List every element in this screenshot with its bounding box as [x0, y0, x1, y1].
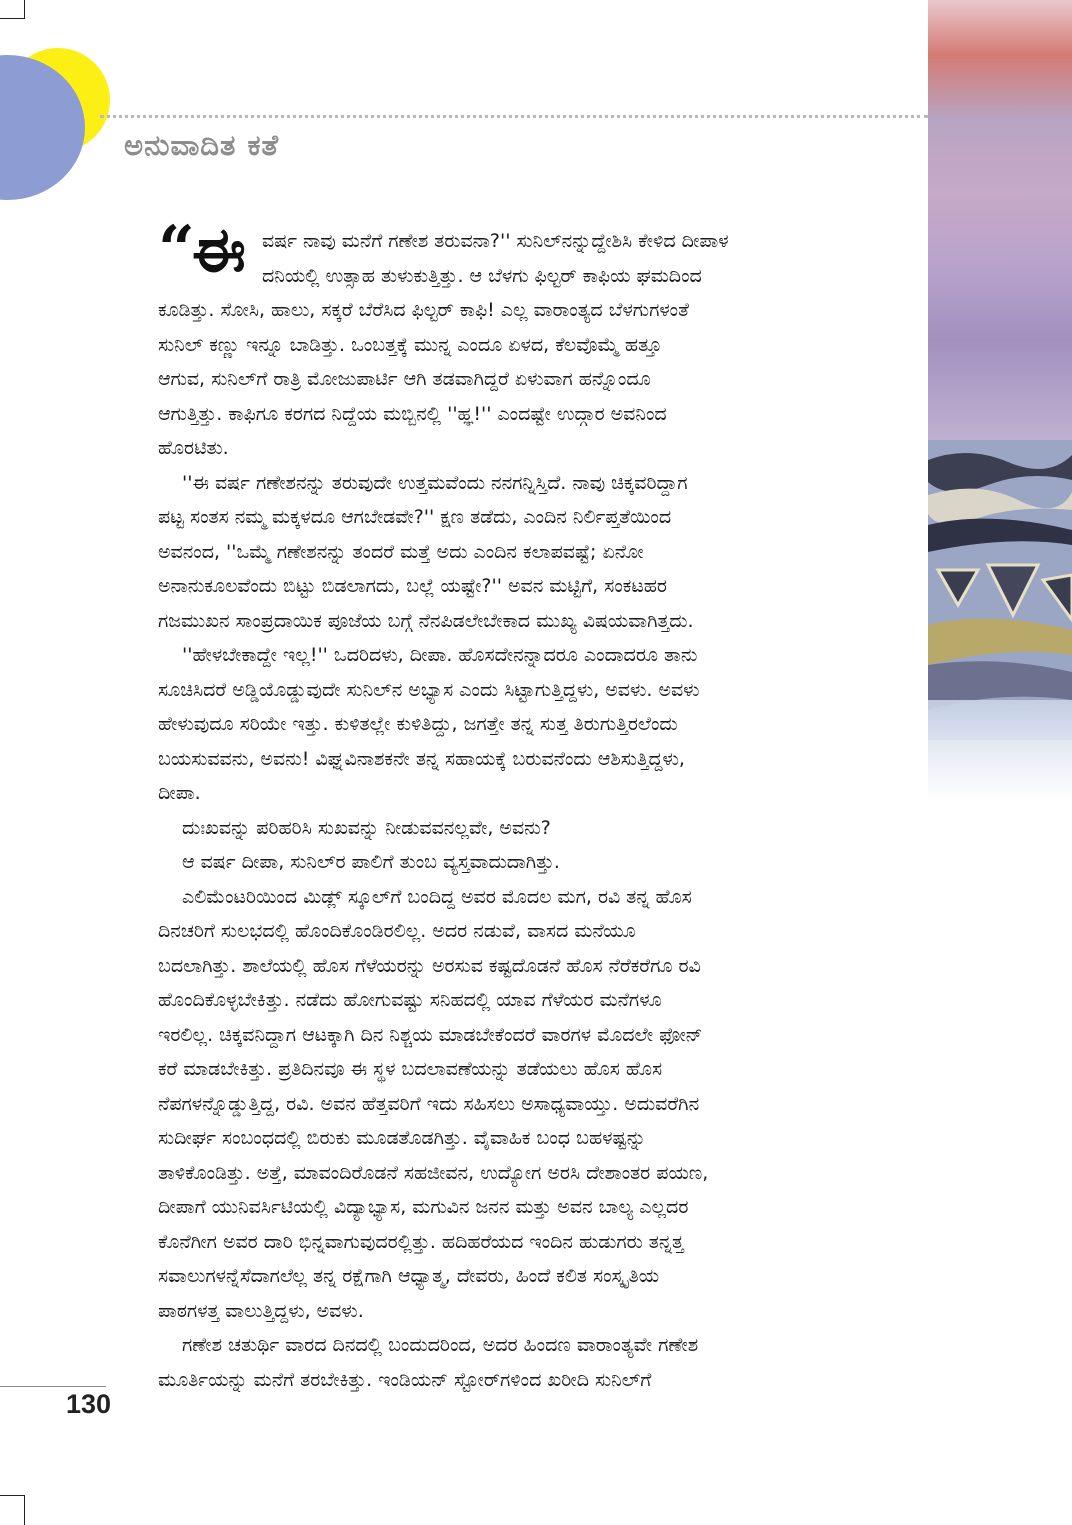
story-line: ಆಗುವ, ಸುನಿಲ್‌ಗೆ ರಾತ್ರಿ ಮೋಜುಪಾರ್ಟಿ ಆಗಿ ತಡವಾಗಿದ್ದರೆ ಏಳುವಾಗ ಹನ್ನೊಂದೂ [158, 368, 651, 390]
story-line: ಸೂಚಿಸಿದರೆ ಅಡ್ಡಿಯೊಡ್ಡುವುದೇ ಸುನಿಲ್‌ನ ಅಭ್ಯಾಸ ಎಂದು ಸಿಟ್ಟಾಗುತ್ತಿದ್ದಳು, ಅವಳು. ಅವಳು [158, 678, 700, 701]
story-line: ಕೂಡಿತ್ತು. ಸೋಸಿ, ಹಾಲು, ಸಕ್ಕರೆ ಬೆರೆಸಿದ ಫಿಲ್ಟರ್ ಕಾಫಿ! ಎಲ್ಲ ವಾರಾಂತ್ಯದ ಬೆಳಗುಗಳಂತೆ [158, 299, 689, 321]
story-line: ಅನಾನುಕೂಲವೆಂದು ಬಿಟ್ಟು ಬಿಡಲಾಗದು, ಬಲ್ಲೆ ಯಷ್ಟೇ?'' ಅವನ ಮಟ್ಟಿಗೆ, ಸಂಕಟಹರ [158, 575, 667, 597]
story-line: ಪಟ್ಟ ಸಂತಸ ನಮ್ಮ ಮಕ್ಕಳದೂ ಆಗಬೇಡವೇ?'' ಕ್ಷಣ ತಡೆದು, ಎಂದಿನ ನಿರ್ಲಿಪ್ತತೆಯಿಂದ [158, 506, 672, 528]
story-line: ಗಣೇಶ ಚತುರ್ಥಿ ವಾರದ ದಿನದಲ್ಲಿ ಬಂದುದರಿಂದ, ಅದರ ಹಿಂದಣ ವಾರಾಂತ್ಯವೇ ಗಣೇಶ [182, 1334, 699, 1356]
story-line: ಎಲಿಮೆಂಟರಿಯಿಂದ ಮಿಡ್ಲ್ ಸ್ಕೂಲ್‌ಗೆ ಬಂದಿದ್ದ ಅವರ ಮೊದಲ ಮಗ, ರವಿ ತನ್ನ ಹೊಸ [182, 885, 692, 908]
opening-quote-mark: “ [158, 212, 195, 287]
story-line: ಕರೆ ಮಾಡಬೇಕಿತ್ತು. ಪ್ರತಿದಿನವೂ ಈ ಸ್ಥಳ ಬದಲಾವಣೆಯನ್ನು ತಡೆಯಲು ಹೊಸ ಹೊಸ [158, 1058, 663, 1080]
story-line: ಆಗುತ್ತಿತ್ತು. ಕಾಫಿಗೂ ಕರಗದ ನಿದ್ದೆಯ ಮಬ್ಬಿನಲ್ಲಿ ''ಹ್ಞ!'' ಎಂದಷ್ಟೇ ಉದ್ಗಾರ ಅವನಿಂದ [158, 402, 667, 425]
crop-mark-top-vertical [24, 0, 25, 18]
page-number: 130 [66, 1389, 112, 1419]
story-line: ಸುನಿಲ್ ಕಣ್ಣು ಇನ್ನೂ ಬಾಡಿತ್ತು. ಒಂಬತ್ತಕ್ಕೆ ಮುನ್ನ ಎಂದೂ ಏಳದ, ಕೆಲವೊಮ್ಮೆ ಹತ್ತೂ [158, 333, 662, 356]
story-line: ''ಹೇಳಬೇಕಾದ್ದೇ ಇಲ್ಲ!'' ಒದರಿದಳು, ದೀಪಾ. ಹೊಸದೇನನ್ನಾದರೂ ಎಂದಾದರೂ ತಾನು [182, 644, 698, 666]
story-line: ಅವನಂದ, ''ಒಮ್ಮೆ ಗಣೇಶನನ್ನು ತಂದರೆ ಮತ್ತೆ ಅದು ಎಂದಿನ ಕಲಾಪವಷ್ಟೆ; ಏನೋ [158, 540, 644, 563]
crop-mark-bottom-vertical [24, 1495, 25, 1525]
decorative-watercolor-artwork [928, 0, 1072, 800]
crop-mark-bottom-horizontal [0, 1495, 25, 1496]
story-line: ''ಈ ವರ್ಷ ಗಣೇಶನನ್ನು ತರುವುದೇ ಉತ್ತಮವೆಂದು ನನಗನ್ನಿಸ್ತಿದೆ. ನಾವು ಚಿಕ್ಕವರಿದ್ದಾಗ [182, 471, 688, 494]
story-line: ಹೊರಟಿತು. [158, 437, 229, 459]
story-line: ದನಿಯಲ್ಲಿ ಉತ್ಸಾಹ ತುಳುಕುತ್ತಿತ್ತು. ಆ ಬೆಳಗು ಫಿಲ್ಟರ್ ಕಾಫಿಯ ಘಮದಿಂದ [262, 264, 702, 287]
story-line: ಕೊನೆಗೀಗ ಅವರ ದಾರಿ ಭಿನ್ನವಾಗುವುದರಲ್ಲಿತ್ತು. ಹದಿಹರೆಯದ ಇಂದಿನ ಹುಡುಗರು ತನ್ನತ್ತ [158, 1230, 684, 1253]
story-line: ಆ ವರ್ಷ ದೀಪಾ, ಸುನಿಲ್‌ರ ಪಾಲಿಗೆ ತುಂಬ ವ್ಯಸ್ತವಾದುದಾಗಿತ್ತು. [182, 851, 560, 873]
story-line: ಹೊಂದಿಕೊಳ್ಳಬೇಕಿತ್ತು. ನಡೆದು ಹೋಗುವಷ್ಟು ಸನಿಹದಲ್ಲಿ ಯಾವ ಗೆಳೆಯರ ಮನೆಗಳೂ [158, 989, 662, 1011]
story-line: ದಿನಚರಿಗೆ ಸುಲಭದಲ್ಲಿ ಹೊಂದಿಕೊಂಡಿರಲಿಲ್ಲ. ಅದರ ನಡುವೆ, ವಾಸದ ಮನೆಯೂ [158, 920, 636, 942]
story-body [158, 224, 910, 1397]
story-line: ನೆಪಗಳನ್ನೊಡ್ಡುತ್ತಿದ್ದ, ರವಿ. ಅವನ ಹೆತ್ತವರಿಗೆ ಇದು ಸಹಿಸಲು ಅಸಾಧ್ಯವಾಯ್ತು. ಅದುವರೆಗಿನ [158, 1092, 700, 1115]
dotted-header-rule [100, 115, 928, 118]
story-line: ಸುದೀರ್ಘ ಸಂಬಂಧದಲ್ಲಿ ಬಿರುಕು ಮೂಡತೊಡಗಿತ್ತು. ವೈವಾಹಿಕ ಬಂಧ ಬಹಳಷ್ಟನ್ನು [158, 1127, 646, 1149]
story-line: ಇರಲಿಲ್ಲ. ಚಿಕ್ಕವನಿದ್ದಾಗ ಆಟಕ್ಕಾಗಿ ದಿನ ನಿಶ್ಚಯ ಮಾಡಬೇಕೆಂದರೆ ವಾರಗಳ ಮೊದಲೇ ಫೋನ್ [158, 1023, 703, 1046]
story-line: ಗಜಮುಖನ ಸಾಂಪ್ರದಾಯಿಕ ಪೂಜೆಯ ಬಗ್ಗೆ ನೆನಪಿಡಲೇಬೇಕಾದ ಮುಖ್ಯ ವಿಷಯವಾಗಿತ್ತದು. [158, 609, 694, 632]
story-line: ದೀಪಾ. [158, 782, 201, 804]
story-line: ಪಾಠಗಳತ್ತ ವಾಲುತ್ತಿದ್ದಳು, ಅವಳು. [158, 1299, 364, 1322]
story-line: ಬದಲಾಗಿತ್ತು. ಶಾಲೆಯಲ್ಲಿ ಹೊಸ ಗೆಳೆಯರನ್ನು ಅರಸುವ ಕಷ್ಟದೊಡನೆ ಹೊಸ ನೆರೆಕರೆಗೂ ರವಿ [158, 954, 701, 977]
section-title: ಅನುವಾದಿತ ಕತೆ [124, 128, 280, 162]
drop-cap: ಈ [192, 213, 246, 286]
story-line: ದುಃಖವನ್ನು ಪರಿಹರಿಸಿ ಸುಖವನ್ನು ನೀಡುವವನಲ್ಲವೇ, ಅವನು? [182, 816, 551, 839]
story-line: ತಾಳಿಕೊಂಡಿತ್ತು. ಅತ್ತೆ, ಮಾವಂದಿರೊಡನೆ ಸಹಜೀವನ, ಉದ್ಯೋಗ ಅರಸಿ ದೇಶಾಂತರ ಪಯಣ, [158, 1161, 709, 1184]
story-line: ವರ್ಷ ನಾವು ಮನೆಗೆ ಗಣೇಶ ತರುವನಾ?'' ಸುನಿಲ್‌ನನ್ನುದ್ದೇಶಿಸಿ ಕೇಳಿದ ದೀಪಾಳ [262, 230, 729, 252]
crop-mark-top-horizontal [0, 18, 25, 19]
story-line: ಸವಾಲುಗಳನ್ನೆಸೆದಾಗಲೆಲ್ಲ ತನ್ನ ರಕ್ಷೆಗಾಗಿ ಆಧ್ಯಾತ್ಮ, ದೇವರು, ಹಿಂದೆ ಕಲಿತ ಸಂಸ್ಕೃತಿಯ [158, 1265, 660, 1287]
story-line: ಹೇಳುವುದೂ ಸರಿಯೇ ಇತ್ತು. ಕುಳಿತಲ್ಲೇ ಕುಳಿತಿದ್ದು, ಜಗತ್ತೇ ತನ್ನ ಸುತ್ತ ತಿರುಗುತ್ತಿರಲೆಂದು [158, 713, 678, 735]
story-line: ಮೂರ್ತಿಯನ್ನು ಮನೆಗೆ ತರಬೇಕಿತ್ತು. ಇಂಡಿಯನ್ ಸ್ಟೋರ್‌ಗಳಿಂದ ಖರೀದಿ ಸುನಿಲ್‌ಗೆ [158, 1368, 652, 1391]
story-line: ದೀಪಾಗೆ ಯುನಿವರ್ಸಿಟಿಯಲ್ಲಿ ವಿದ್ಯಾಭ್ಯಾಸ, ಮಗುವಿನ ಜನನ ಮತ್ತು ಅವನ ಬಾಲ್ಯ ಎಲ್ಲದರ [158, 1196, 689, 1218]
story-line: ಬಯಸುವವನು, ಅವನು! ವಿಘ್ನವಿನಾಶಕನೇ ತನ್ನ ಸಹಾಯಕ್ಕೆ ಬರುವನೆಂದು ಆಶಿಸುತ್ತಿದ್ದಳು, [158, 747, 685, 770]
footer-rule [0, 1386, 106, 1387]
